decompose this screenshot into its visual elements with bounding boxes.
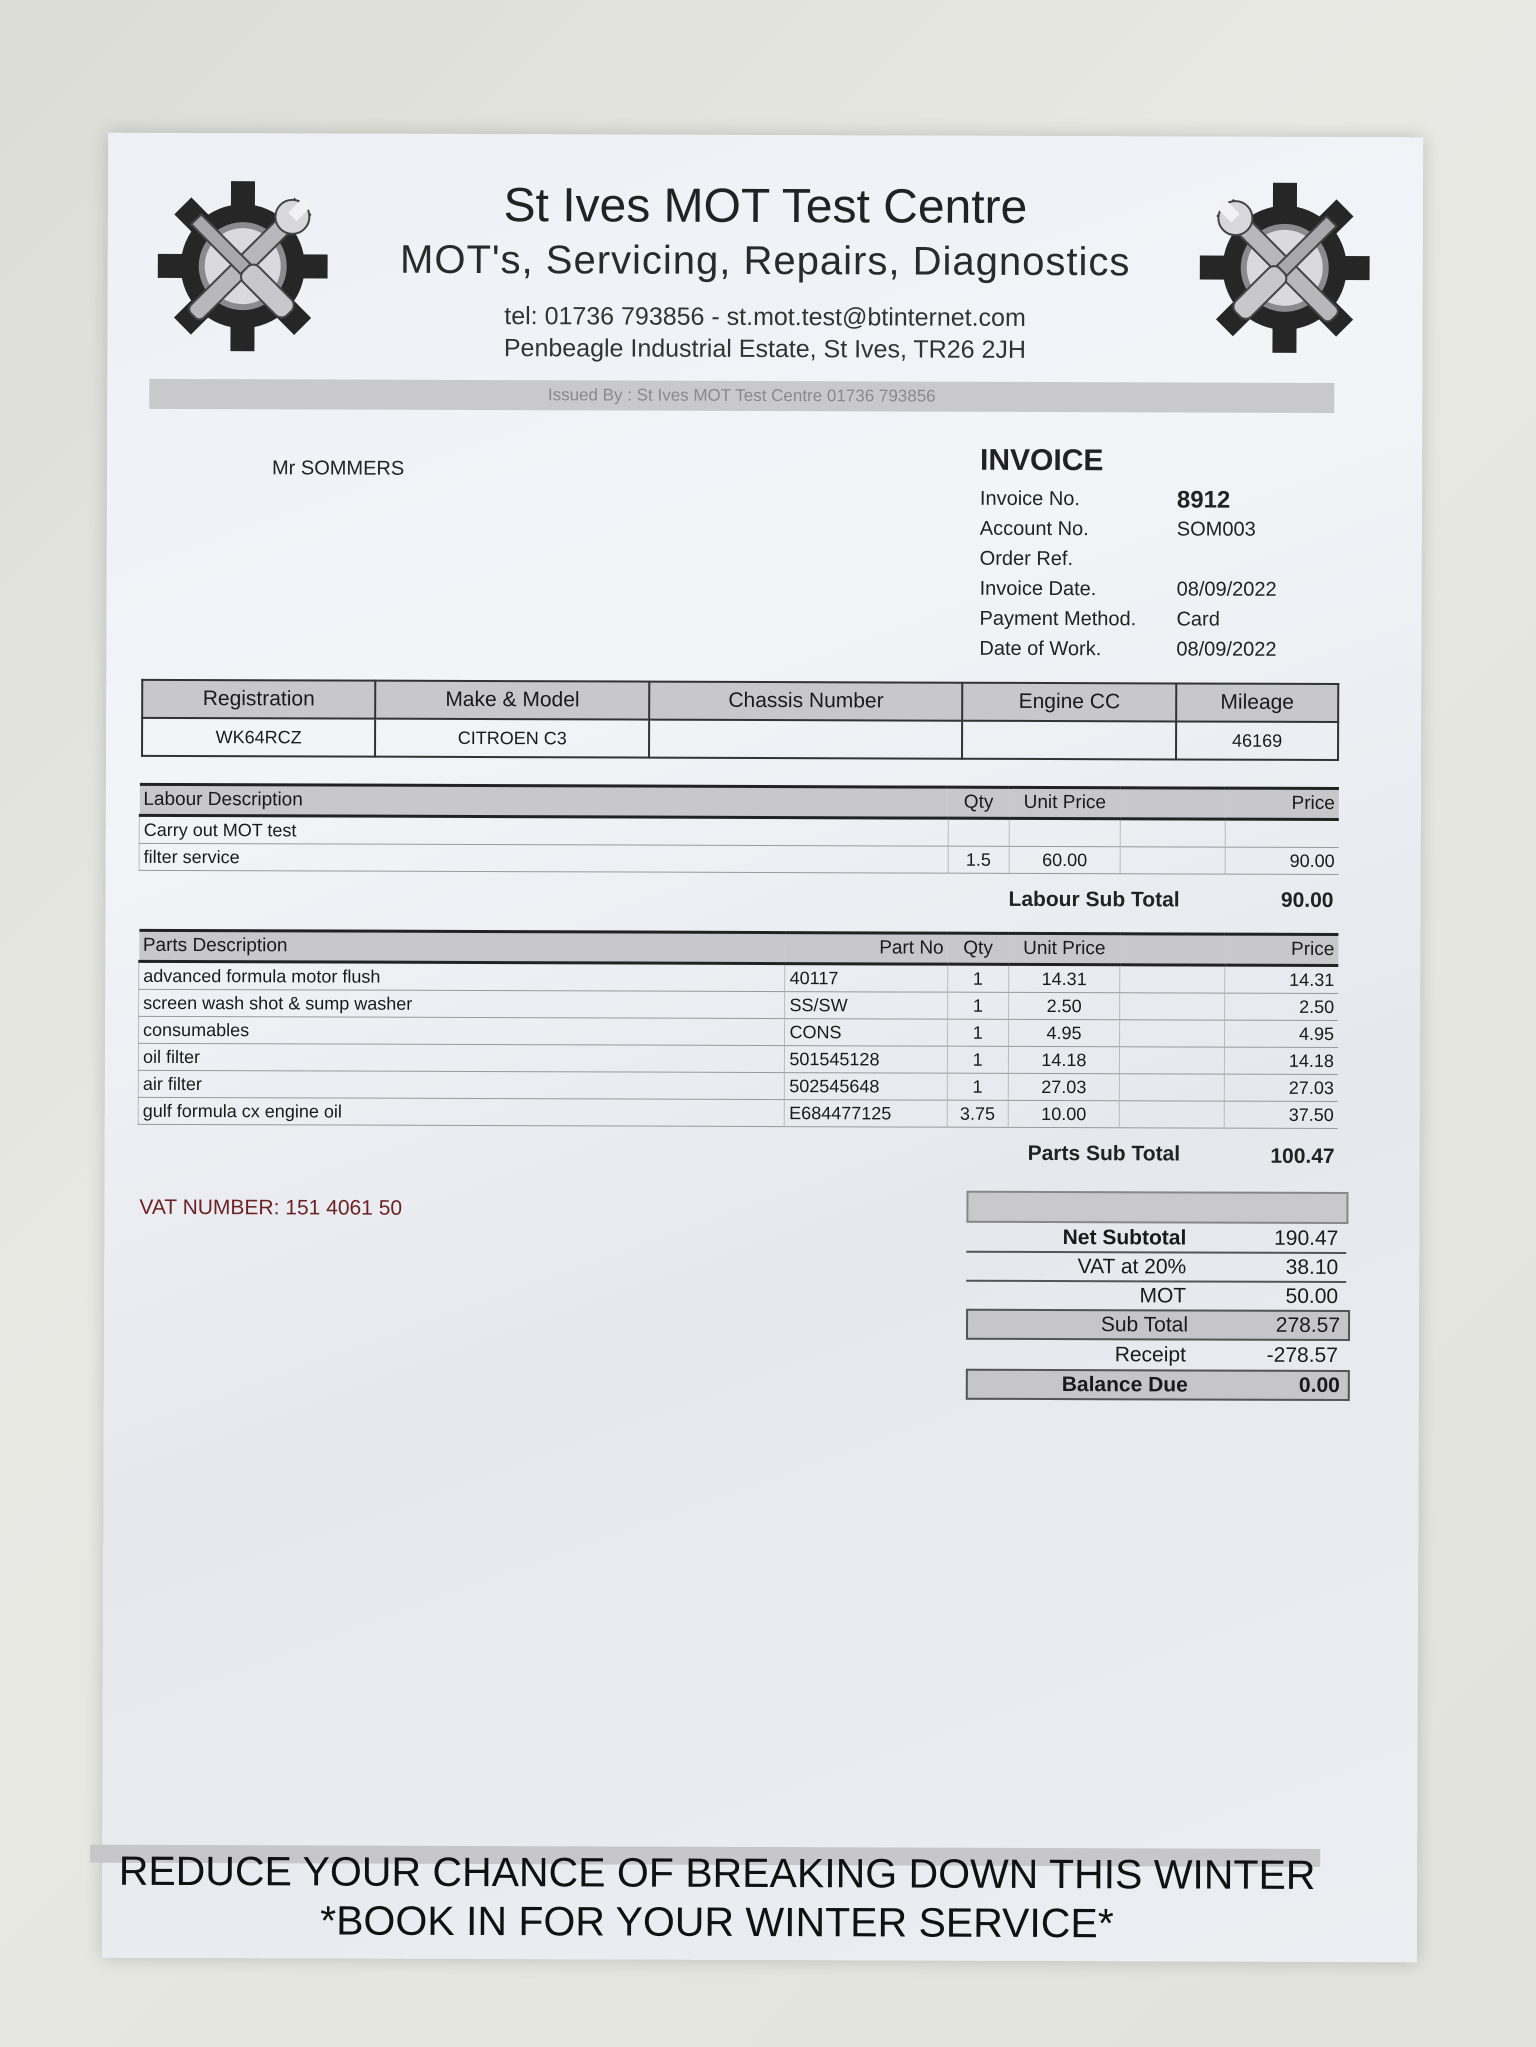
parts-header-price: Price bbox=[1225, 934, 1339, 965]
labour-price: 90.00 bbox=[1225, 847, 1339, 874]
company-name: St Ives MOT Test Centre bbox=[503, 179, 1028, 234]
date-of-work-value: 08/09/2022 bbox=[1176, 638, 1277, 661]
totals-value: 50.00 bbox=[1285, 1284, 1339, 1309]
part-price: 14.31 bbox=[1224, 965, 1338, 993]
part-price: 27.03 bbox=[1224, 1074, 1338, 1101]
invoice-no-label: Invoice No. bbox=[979, 487, 1081, 511]
part-desc: advanced formula motor flush bbox=[139, 961, 786, 991]
invoice-date-label: Invoice Date. bbox=[979, 577, 1097, 601]
part-unit: 2.50 bbox=[1008, 992, 1120, 1019]
part-unit: 10.00 bbox=[1008, 1100, 1120, 1127]
totals-label: MOT bbox=[1139, 1284, 1187, 1308]
part-unit: 27.03 bbox=[1008, 1073, 1120, 1100]
totals-label: Receipt bbox=[1114, 1343, 1186, 1367]
footer-line-1: REDUCE YOUR CHANCE OF BREAKING DOWN THIS WINTER bbox=[118, 1847, 1316, 1898]
part-qty: 1 bbox=[947, 1046, 1008, 1073]
part-spacer bbox=[1120, 993, 1225, 1020]
vehicle-header-chassis: Chassis Number bbox=[649, 682, 962, 721]
totals-row-receipt bbox=[966, 1341, 1346, 1369]
totals-value: 278.57 bbox=[1275, 1313, 1341, 1338]
customer-name: Mr SOMMERS bbox=[271, 457, 405, 480]
account-no-label: Account No. bbox=[979, 517, 1089, 541]
invoice-no-value: 8912 bbox=[1176, 486, 1231, 514]
vat-number: VAT NUMBER: 151 4061 50 bbox=[139, 1195, 403, 1220]
vehicle-table bbox=[141, 679, 1339, 761]
vehicle-header-engine-cc: Engine CC bbox=[962, 683, 1176, 722]
labour-qty: 1.5 bbox=[948, 846, 1009, 873]
part-unit: 14.31 bbox=[1008, 964, 1120, 992]
part-unit: 14.18 bbox=[1008, 1046, 1120, 1073]
totals-row-mot bbox=[966, 1282, 1346, 1310]
part-spacer bbox=[1120, 965, 1225, 993]
labour-desc: filter service bbox=[139, 843, 948, 873]
totals-row-vat bbox=[966, 1253, 1346, 1283]
table-row bbox=[138, 1070, 1338, 1101]
vehicle-header-mileage: Mileage bbox=[1176, 683, 1338, 722]
totals-row-balance-due bbox=[966, 1369, 1350, 1401]
labour-header-unit-price: Unit Price bbox=[1009, 787, 1121, 818]
vehicle-mileage: 46169 bbox=[1176, 721, 1338, 760]
totals-value: 0.00 bbox=[1298, 1373, 1340, 1398]
part-qty: 1 bbox=[947, 964, 1008, 992]
table-row bbox=[139, 1016, 1339, 1047]
totals-label: Sub Total bbox=[1100, 1313, 1189, 1337]
vehicle-engine-cc bbox=[962, 721, 1176, 760]
vehicle-chassis bbox=[649, 720, 962, 759]
parts-header-part-no: Part No bbox=[785, 933, 947, 965]
parts-header-unit-price: Unit Price bbox=[1008, 933, 1120, 964]
part-qty: 1 bbox=[947, 1019, 1008, 1046]
parts-table bbox=[138, 929, 1339, 1129]
labour-desc: Carry out MOT test bbox=[139, 815, 948, 846]
labour-header-spacer bbox=[1121, 788, 1226, 819]
issued-by-bar: Issued By : St Ives MOT Test Centre 01736 793856 bbox=[149, 379, 1334, 413]
parts-header-qty: Qty bbox=[948, 933, 1009, 964]
labour-table bbox=[139, 783, 1339, 875]
table-row bbox=[139, 815, 1339, 847]
table-row bbox=[139, 843, 1339, 874]
table-row bbox=[139, 989, 1339, 1020]
part-desc: oil filter bbox=[138, 1043, 785, 1072]
labour-header-price: Price bbox=[1225, 788, 1339, 819]
labour-header-qty: Qty bbox=[948, 787, 1009, 818]
labour-subtotal-label: Labour Sub Total bbox=[1008, 887, 1180, 912]
table-row bbox=[138, 1043, 1338, 1074]
part-qty: 1 bbox=[947, 992, 1008, 1019]
invoice-date-value: 08/09/2022 bbox=[1176, 578, 1277, 601]
payment-method-label: Payment Method. bbox=[979, 607, 1137, 631]
totals-value: 38.10 bbox=[1285, 1255, 1339, 1280]
part-desc: screen wash shot & sump washer bbox=[139, 989, 786, 1018]
labour-spacer bbox=[1120, 819, 1225, 847]
part-desc: air filter bbox=[138, 1070, 785, 1099]
vehicle-header-registration: Registration bbox=[142, 680, 375, 719]
footer-line-2: *BOOK IN FOR YOUR WINTER SERVICE* bbox=[320, 1897, 1114, 1947]
totals-row-sub-total bbox=[966, 1309, 1350, 1341]
labour-price bbox=[1225, 819, 1339, 847]
parts-subtotal-value: 100.47 bbox=[1270, 1144, 1335, 1168]
part-no: 502545648 bbox=[785, 1073, 947, 1101]
parts-header-description: Parts Description bbox=[139, 930, 786, 963]
part-spacer bbox=[1120, 1020, 1225, 1047]
part-price: 14.18 bbox=[1224, 1047, 1338, 1074]
account-no-value: SOM003 bbox=[1176, 518, 1256, 541]
part-unit: 4.95 bbox=[1008, 1019, 1120, 1046]
labour-spacer bbox=[1120, 847, 1225, 874]
company-address: Penbeagle Industrial Estate, St Ives, TR26 2JH bbox=[503, 334, 1027, 364]
part-price: 4.95 bbox=[1224, 1020, 1338, 1047]
totals-label: VAT at 20% bbox=[1077, 1255, 1187, 1279]
vehicle-header-make-model: Make & Model bbox=[375, 681, 649, 720]
part-desc: consumables bbox=[139, 1016, 786, 1045]
part-spacer bbox=[1120, 1074, 1225, 1101]
totals-value: -278.57 bbox=[1266, 1343, 1338, 1368]
company-tagline: MOT's, Servicing, Repairs, Diagnostics bbox=[400, 237, 1131, 285]
invoice-title: INVOICE bbox=[979, 443, 1104, 478]
part-no: CONS bbox=[785, 1019, 947, 1047]
table-row bbox=[138, 1097, 1338, 1128]
part-no: E684477125 bbox=[785, 1100, 947, 1128]
company-contact: tel: 01736 793856 - st.mot.test@btinternet.com bbox=[504, 302, 1026, 332]
part-price: 37.50 bbox=[1224, 1101, 1338, 1128]
totals-label: Balance Due bbox=[1061, 1373, 1188, 1397]
labour-unit: 60.00 bbox=[1009, 846, 1121, 873]
vehicle-make-model: CITROEN C3 bbox=[375, 719, 649, 758]
labour-header-description: Labour Description bbox=[139, 784, 948, 818]
parts-header-spacer bbox=[1120, 934, 1225, 965]
vehicle-registration: WK64RCZ bbox=[142, 718, 375, 757]
date-of-work-label: Date of Work. bbox=[979, 637, 1102, 661]
labour-unit bbox=[1009, 818, 1121, 846]
part-spacer bbox=[1120, 1101, 1225, 1128]
payment-method-value: Card bbox=[1176, 608, 1220, 631]
totals-label: Net Subtotal bbox=[1062, 1226, 1187, 1250]
invoice-paper bbox=[102, 133, 1423, 1963]
part-spacer bbox=[1120, 1047, 1225, 1074]
totals-row-net-subtotal bbox=[966, 1224, 1346, 1254]
parts-subtotal-label: Parts Sub Total bbox=[1027, 1141, 1181, 1166]
part-no: SS/SW bbox=[785, 992, 947, 1020]
part-no: 501545128 bbox=[785, 1046, 947, 1074]
order-ref-label: Order Ref. bbox=[979, 547, 1074, 571]
table-row bbox=[139, 961, 1339, 993]
part-desc: gulf formula cx engine oil bbox=[138, 1097, 785, 1126]
labour-subtotal-value: 90.00 bbox=[1280, 888, 1334, 912]
totals-value: 190.47 bbox=[1274, 1226, 1339, 1251]
part-qty: 1 bbox=[947, 1073, 1008, 1100]
totals-blank-bar bbox=[966, 1191, 1348, 1224]
part-no: 40117 bbox=[785, 964, 947, 993]
part-qty: 3.75 bbox=[947, 1100, 1008, 1127]
part-price: 2.50 bbox=[1224, 993, 1338, 1020]
labour-qty bbox=[948, 818, 1009, 846]
